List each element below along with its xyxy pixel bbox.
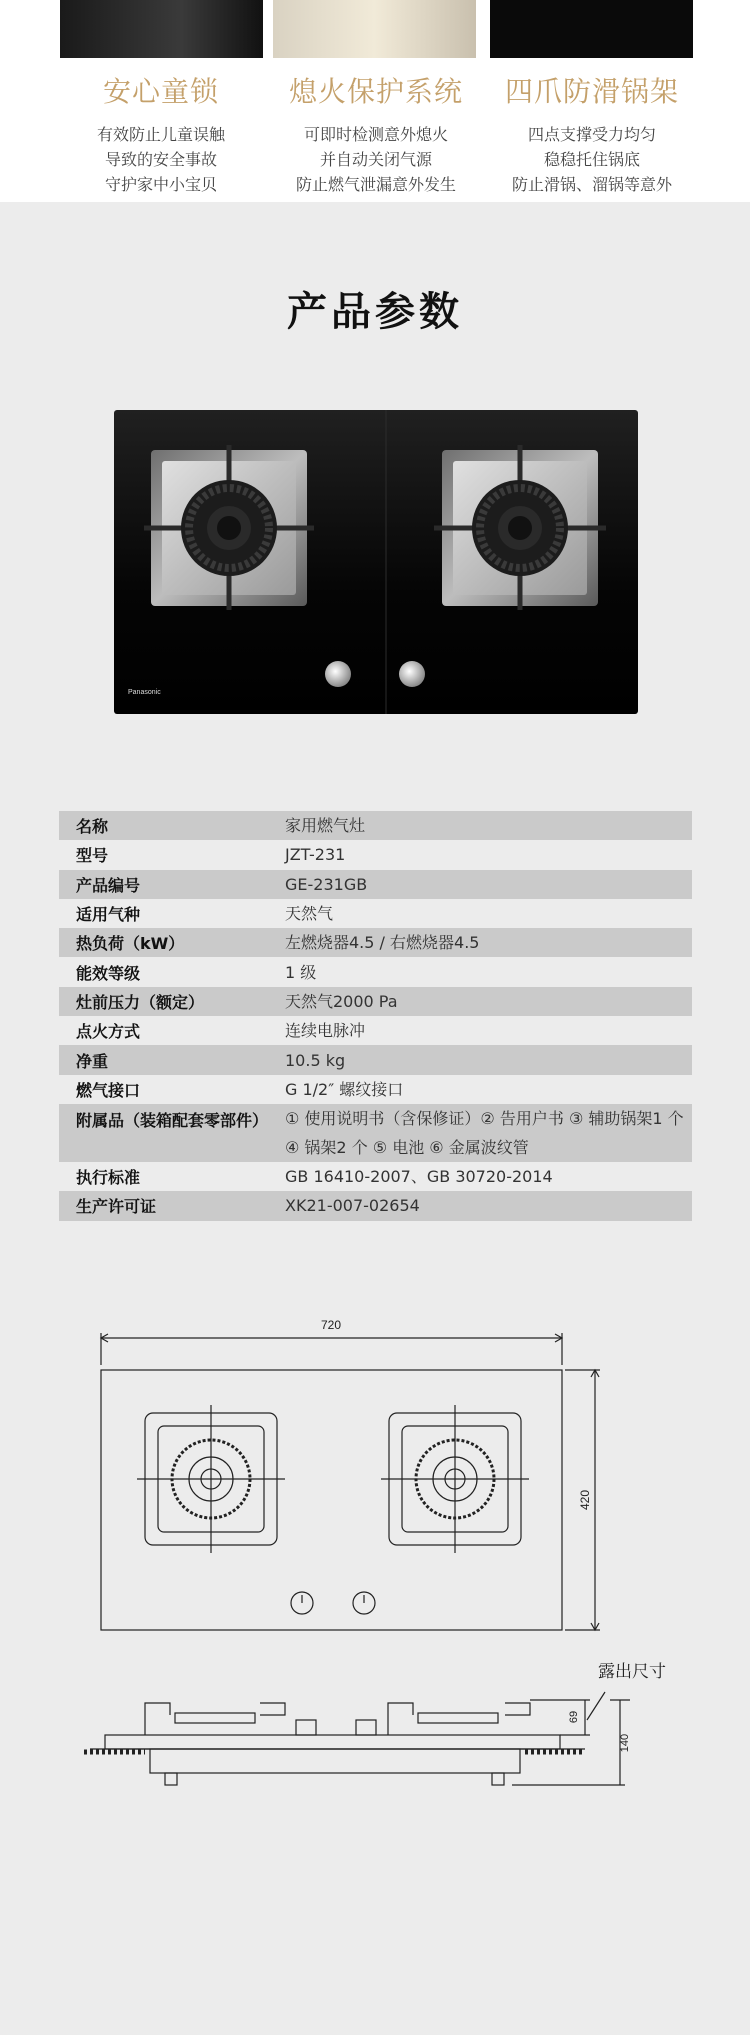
spec-value-line: ① 使用说明书（含保修证）② 告用户书 ③ 辅助锅架1 个 <box>285 1108 684 1128</box>
feature-line: 防止滑锅、溜锅等意外 <box>511 175 672 194</box>
exposed-size-caption: 露出尺寸 <box>598 1662 666 1681</box>
table-row <box>59 870 692 899</box>
cooktop-illustration <box>114 410 638 714</box>
feature-line: 导致的安全事故 <box>104 150 217 169</box>
spec-key: 热负荷（kW） <box>59 928 268 957</box>
feature-line: 防止燃气泄漏意外发生 <box>295 175 456 194</box>
feature-line: 守护家中小宝贝 <box>104 175 217 194</box>
spec-value: GB 16410-2007、GB 30720-2014 <box>268 1162 692 1191</box>
feature-line: 稳稳托住锅底 <box>543 150 640 169</box>
feature-image-3 <box>490 0 693 58</box>
dimension-drawing <box>0 1300 750 1800</box>
spec-key: 能效等级 <box>59 957 268 986</box>
right-burner <box>434 445 606 610</box>
feature-flame-protection <box>271 70 481 197</box>
spec-key: 点火方式 <box>59 1016 268 1045</box>
feature-title: 四爪防滑锅架 <box>504 75 679 108</box>
spec-value: 天然气2000 Pa <box>268 987 692 1016</box>
table-row <box>59 811 692 840</box>
spec-key: 灶前压力（额定） <box>59 987 268 1016</box>
spec-value: 1 级 <box>268 957 692 986</box>
brand-logo: Panasonic <box>128 689 161 696</box>
spec-value: 天然气 <box>268 899 692 928</box>
spec-value <box>268 1104 692 1162</box>
top-view-outline <box>101 1370 562 1630</box>
spec-key: 生产许可证 <box>59 1191 268 1220</box>
spec-table <box>59 811 692 1221</box>
spec-key: 执行标准 <box>59 1162 268 1191</box>
dim-height-label: 140 <box>619 1733 631 1753</box>
section-title: 产品参数 <box>287 289 463 335</box>
feature-line: 并自动关闭气源 <box>319 150 432 169</box>
drawing-left-burner <box>137 1405 285 1553</box>
dim-depth-label: 420 <box>578 1489 592 1511</box>
drawing-right-burner <box>381 1405 529 1553</box>
spec-value-line: ④ 锅架2 个 ⑤ 电池 ⑥ 金属波纹管 <box>285 1137 529 1157</box>
table-row <box>59 987 692 1016</box>
spec-value: 连续电脉冲 <box>268 1016 692 1045</box>
table-row <box>59 1016 692 1045</box>
table-row <box>59 899 692 928</box>
feature-image-1 <box>60 0 263 58</box>
spec-key: 名称 <box>59 811 268 840</box>
feature-line: 可即时检测意外熄火 <box>303 125 448 144</box>
feature-title: 熄火保护系统 <box>288 75 463 108</box>
feature-line: 四点支撑受力均匀 <box>527 125 656 144</box>
product-image <box>114 410 638 714</box>
feature-title: 安心童锁 <box>102 75 219 108</box>
spec-key: 净重 <box>59 1045 268 1074</box>
feature-image-2 <box>273 0 476 58</box>
dim-exposed-label: 69 <box>568 1710 580 1724</box>
feature-section <box>0 0 750 202</box>
spec-value: 10.5 kg <box>268 1045 692 1074</box>
table-row <box>59 840 692 869</box>
right-knob <box>399 661 425 687</box>
feature-child-lock <box>56 70 266 197</box>
table-row <box>59 957 692 986</box>
spec-value: 左燃烧器4.5 / 右燃烧器4.5 <box>268 928 692 957</box>
spec-value: XK21-007-02654 <box>268 1191 692 1220</box>
table-row <box>59 928 692 957</box>
table-row <box>59 1191 692 1220</box>
spec-value: G 1/2″ 螺纹接口 <box>268 1075 692 1104</box>
spec-value: 家用燃气灶 <box>268 811 692 840</box>
spec-value: JZT-231 <box>268 840 692 869</box>
spec-value: GE-231GB <box>268 870 692 899</box>
spec-key: 燃气接口 <box>59 1075 268 1104</box>
left-burner <box>144 445 314 610</box>
table-row <box>59 1045 692 1074</box>
spec-key: 适用气种 <box>59 899 268 928</box>
spec-key: 产品编号 <box>59 870 268 899</box>
spec-key: 附属品（装箱配套零部件） <box>59 1104 268 1162</box>
feature-line: 有效防止儿童误触 <box>96 125 225 144</box>
dim-width-label: 720 <box>320 1318 342 1332</box>
table-row <box>59 1075 692 1104</box>
feature-pan-support <box>487 70 697 197</box>
left-knob <box>325 661 351 687</box>
spec-key: 型号 <box>59 840 268 869</box>
table-row <box>59 1162 692 1191</box>
table-row <box>59 1104 692 1162</box>
